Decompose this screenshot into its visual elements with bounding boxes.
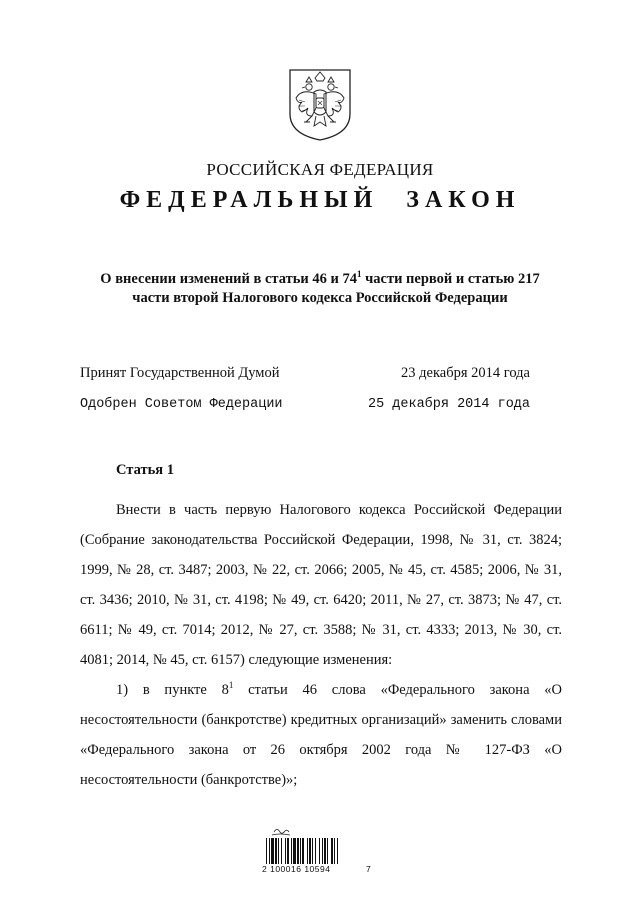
duma-label: Принят Государственной Думой (80, 365, 280, 381)
barcode-bar (319, 838, 320, 864)
barcode-bar (275, 838, 277, 864)
barcode-bar (337, 838, 338, 864)
duma-date: 23 декабря 2014 года (401, 365, 530, 381)
country-name: РОССИЙСКАЯ ФЕДЕРАЦИЯ (206, 160, 434, 179)
barcode-bar (271, 838, 274, 864)
barcode-bar (309, 838, 311, 864)
article-heading: Статья 1 (116, 462, 174, 478)
document-type (0, 187, 640, 214)
barcode-number (262, 864, 374, 874)
barcode-bar (302, 838, 304, 864)
barcode-digits: 2 100016 10594 (262, 864, 331, 874)
item-1-superscript: 1 (228, 680, 234, 690)
council-label: Одобрен Советом Федерации (80, 397, 283, 412)
item-1-part-a: 1) в пункте 8 (116, 682, 229, 698)
barcode-bar (287, 838, 289, 864)
barcode-bar (278, 838, 279, 864)
article-item-1 (80, 675, 562, 795)
barcode-bar (269, 838, 270, 864)
barcode-bar (266, 838, 267, 864)
barcode-bar (334, 838, 335, 864)
item-1-part-b: статьи 46 слова «Федерального закона «О несостоятельности (банкротстве) кредитных организаций» заменить словами «Федерального закона от 26 октября 2002 года № 127-ФЗ «О несостоятельности (банкротстве)»; (80, 682, 562, 788)
initials-mark-icon (272, 830, 290, 836)
council-date: 25 декабря 2014 года (367, 397, 530, 412)
title-line-2: части второй Налогового кодекса Российской Федерации (132, 290, 508, 306)
law-title (60, 270, 580, 308)
barcode-check-digit: 7 (366, 864, 372, 874)
barcode-bar (291, 838, 292, 864)
barcode-bar (312, 838, 313, 864)
title-part-2: части первой и статью 217 (361, 271, 540, 287)
barcode-bar (281, 838, 282, 864)
barcode-bar (322, 838, 323, 864)
article-body (80, 495, 562, 795)
article-intro-paragraph: Внести в часть первую Налогового кодекса Российской Федерации (Собрание законодательства Российской Федерации, 1998, № 31, ст. 3824; 1999, № 28, ст. 3487; 2003, № 22, ст. 2066; 2005, № 45, ст. 4585; 2006, № 31, ст. 3436; 2010, № 31, ст. 4198; № 49, ст. 6420; 2011, № 27, ст. 3873; № 47, ст. 6611; № 49, ст. 7014; 2012, № 27, ст. 3588; № 31, ст. 4333; 2013, № 30, ст. 4081; 2014, № 45, ст. 6157) следующие изменения: (80, 502, 562, 668)
barcode-bar (315, 838, 316, 864)
barcode-bar (297, 838, 299, 864)
title-superscript: 1 (356, 269, 362, 279)
barcode-bar (327, 838, 328, 864)
barcode-bar (293, 838, 296, 864)
title-part-1: О внесении изменений в статьи 46 и 74 (100, 271, 357, 287)
coat-of-arms-icon (288, 68, 352, 142)
document-type-word-2: ЗАКОН (406, 187, 521, 213)
barcode-bar (331, 838, 333, 864)
barcode-bar (324, 838, 326, 864)
barcode-bar (300, 838, 301, 864)
barcode-bar (307, 838, 308, 864)
barcode-bar (285, 838, 286, 864)
document-type-word-1: ФЕДЕРАЛЬНЫЙ (119, 187, 379, 213)
